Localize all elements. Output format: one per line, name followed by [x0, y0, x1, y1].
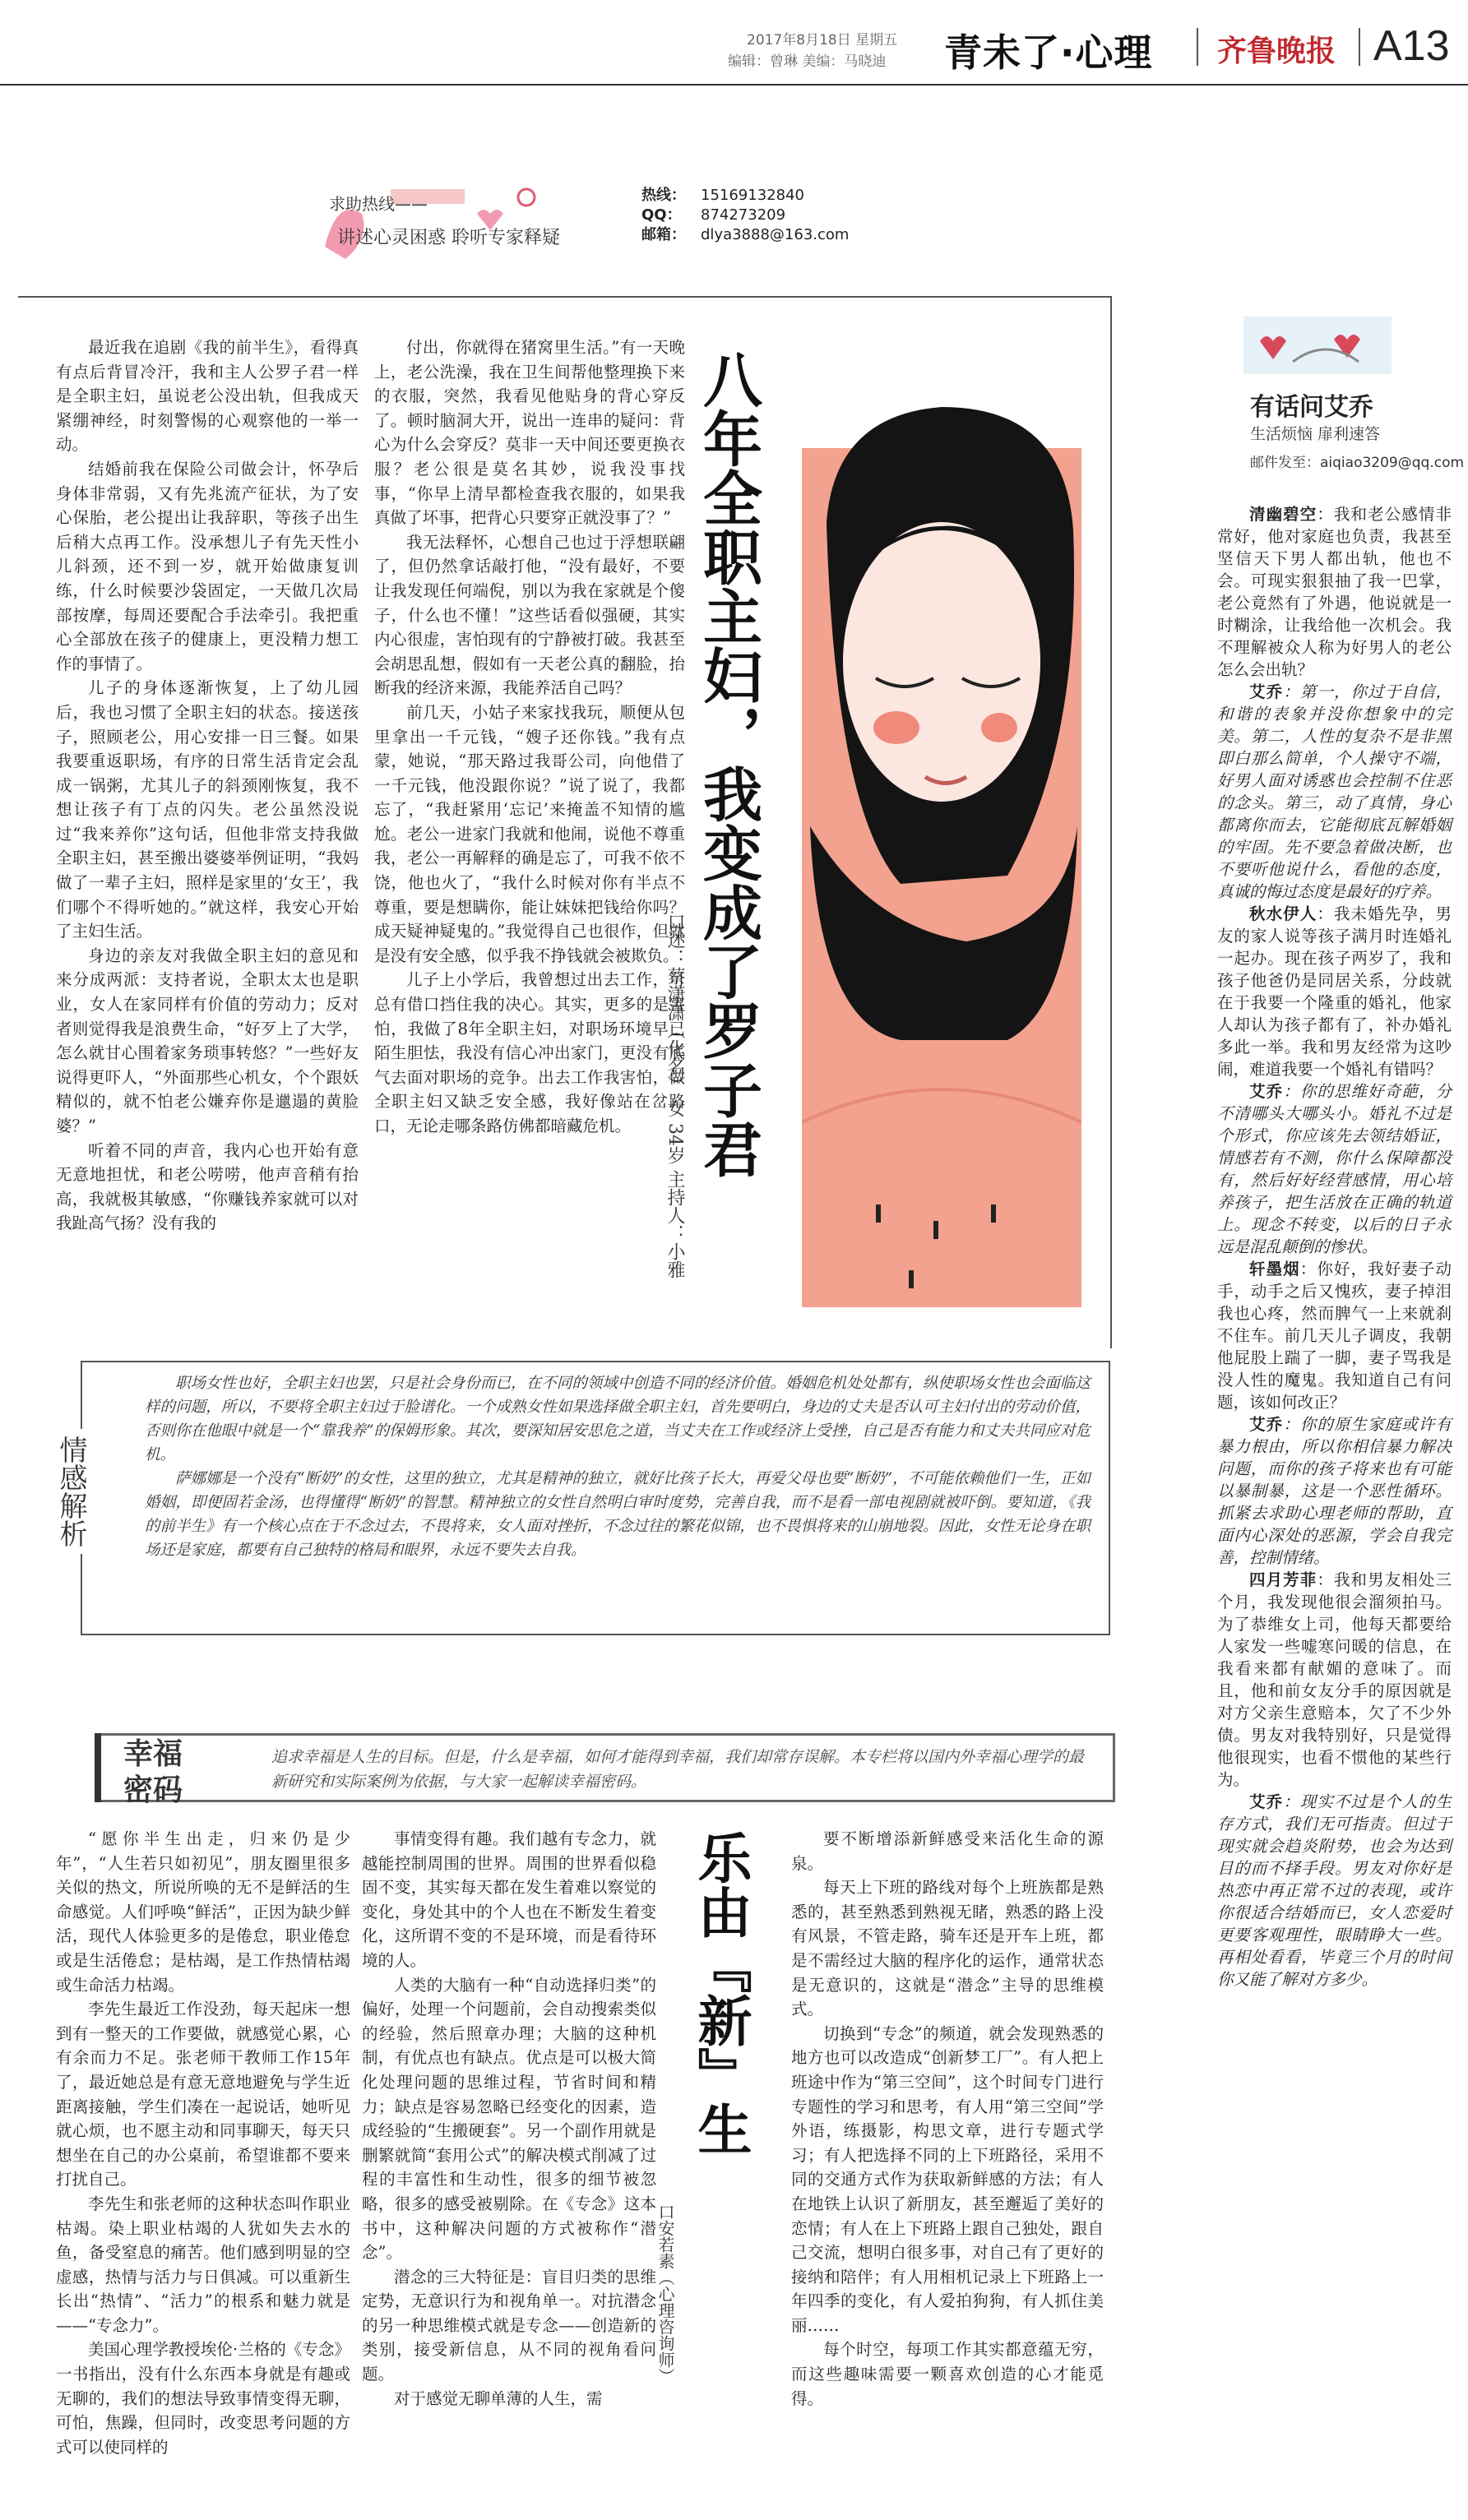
paragraph: 儿子的身体逐渐恢复，上了幼儿园后，我也习惯了全职主妇的状态。接送孩子，照顾老公，用心安排一日三餐。如果我要重返职场，有序的日常生活肯定会乱成一锅粥，尤其儿子的斜颈刚恢复，我不想让孩子有丁点的闪失。老公虽然没说过“我来养你”这句话，但他非常支持我做全职主妇，甚至搬出婆婆举例证明，“我妈做了一辈子主妇，照样是家里的‘女王’，我们哪个不得听她的。”就这样，我安心开始了主妇生活。	[56, 678, 359, 941]
advice-logo-icon	[1243, 317, 1392, 374]
advice-speaker: 艾乔	[1249, 1792, 1284, 1811]
advice-question	[1217, 1258, 1452, 1413]
advice-subtitle: 生活烦恼 扉利速答	[1250, 425, 1381, 443]
advice-answer	[1217, 1791, 1452, 1991]
paragraph: 李先生最近工作没劲，每天起床一想到有一整天的工作要做，就感觉心累，心有余而力不足。张老师干教师工作15年了，最近她总是有意无意地避免与学生近距离接触，学生们凑在一起说话，她听见就心烦，也不愿主动和同事聊天，每天只想坐在自己的办公桌前，希望谁都不要来打扰自己。	[56, 2000, 350, 2189]
paragraph: 美国心理学教授埃伦·兰格的《专念》一书指出，没有什么东西本身就是有趣或无聊的，我们的想法导致事情变得无聊，可怕，焦躁，但同时，改变思考问题的方式可以使同样的	[56, 2340, 350, 2457]
masthead-date: 2017年8月18日 星期五	[747, 32, 898, 49]
advice-answer	[1217, 1080, 1452, 1258]
paragraph: 每天上下班的路线对每个上班族都是熟悉的，甚至熟悉到熟视无睹，熟悉的路上没有风景，不管走路，骑车还是开车上班，都是不需经过大脑的程序化的运作，通常状态是无意识的，这就是“潜念”主导的思维模式。	[791, 1878, 1104, 2019]
feature-frame-top	[18, 296, 1112, 298]
paragraph: 前几天，小姑子来家找我玩，顺便从包里拿出一千元钱，“嫂子还你钱。”我有点蒙，她说，“那天路过我哥公司，向他借了一千元钱，他没跟你说？”说了说了，我都忘了，“我赶紧用‘忘记’来掩盖不知情的尴尬。老公一进家门我就和他闹，说他不尊重我，老公一再解释的确是忘了，可我不依不饶，他也火了，“我什么时候对你有半点不尊重，要是想瞒你，能让妹妹把钱给你吗？成天疑神疑鬼的。”我觉得自己也很作，但就是没有安全感，似乎我不挣钱就会被欺负。	[374, 702, 685, 965]
hotline-banner: 求助热线——	[329, 194, 428, 214]
paragraph: “愿你半生出走，归来仍是少年”，“人生若只如初见”，朋友圈里很多关似的热文，所说所唤的无不是鲜活的生命感觉。人们呼唤“鲜活”，正因为缺少鲜活，现代人体验更多的是倦怠，职业倦怠或是生活倦怠；是枯竭，是工作热情枯竭或生命活力枯竭。	[56, 1829, 350, 1995]
advice-column	[1217, 503, 1452, 1991]
advice-question	[1217, 903, 1452, 1080]
advice-text: ：我和老公感情非常好，他对家庭也负责，我甚至坚信天下男人都出轨，他也不会。可现实狠狠抽了我一巴掌，老公竟然有了外遇，他说就是一时糊涂，让我给他一次机会。我不理解被众人称为好男人的老公怎么会出轨？	[1217, 505, 1452, 679]
analysis-label: 情感解析	[51, 1429, 91, 1554]
advice-text: ：我未婚先孕，男友的家人说等孩子满月时连婚礼一起办。现在孩子两岁了，我和孩子他爸仍是同居关系，分歧就在于我要一个隆重的婚礼，他家人却认为孩子都有了，补办婚礼多此一举。我和男友经常为这吵闹，难道我要一个婚礼有错吗？	[1217, 904, 1452, 1079]
hotline-phone: 热线： 15169132840	[641, 187, 804, 204]
analysis-paragraph: 萨娜娜是一个没有“断奶”的女性，这里的独立，尤其是精神的独立，就好比孩子长大，再爱父母也要“断奶”，不可能依赖他们一生，正如婚姻，即便固若金汤，也得懂得“断奶”的智慧。精神独立的女性自然明白审时度势，完善自我，而不是看一部电视剧就被吓倒。要知道，《我的前半生》有一个核心点在于不念过去，不畏将来，女人面对挫折，不念过往的繁花似锦，也不畏惧将来的山崩地裂。因此，女性无论身在职场还是家庭，都要有自己独特的格局和眼界，永远不要失去自我。	[145, 1470, 1091, 1559]
paragraph: 结婚前我在保险公司做会计，怀孕后身体非常弱，又有先兆流产征状，为了安心保胎，老公提出让我辞职，等孩子出生后稍大点再工作。没承想儿子有先天性小儿斜颈，还不到一岁，就开始做康复训练，什么时候要沙袋固定，一天做几次局部按摩，每周还要配合手法牵引。我把重心全部放在孩子的健康上，更没精力想工作的事情了。	[56, 459, 359, 673]
paragraph: 事情变得有趣。我们越有专念力，就越能控制周围的世界。周围的世界看似稳固不变，其实每天都在发生着难以察觉的变化，身处其中的个人也在不断发生着变化，这所谓不变的不是环境，而是看待环境的人。	[362, 1829, 656, 1970]
feature-frame-right	[1110, 296, 1112, 1348]
feature-column-1	[56, 335, 359, 1355]
advice-answer	[1217, 681, 1452, 903]
hotline-qq: QQ： 874273209	[641, 206, 786, 224]
happiness-header-accent	[95, 1733, 101, 1802]
happiness-credit: 口安若素（心理咨询师）	[655, 2203, 675, 2384]
masthead-separator	[1359, 28, 1360, 66]
paragraph: 要不断增添新鲜感受来活化生命的源泉。	[791, 1829, 1104, 1873]
paragraph: 对于感觉无聊单薄的人生，需	[394, 2388, 603, 2408]
advice-speaker: 清幽碧空	[1249, 505, 1317, 524]
newspaper-logo: 齐鲁晚报	[1217, 34, 1336, 68]
paragraph: 儿子上小学后，我曾想过出去工作，可总有借口挡住我的决心。其实，更多的是害怕，我做了8年全职主妇，对职场环境早已陌生胆怯，我没有信心冲出家门，更没有底气去面对职场的竞争。出去工作我害怕，做全职主妇又缺乏安全感，我好像站在岔路口，无论走哪条路仿佛都暗藏危机。	[374, 970, 685, 1135]
page-number: A13	[1373, 22, 1450, 70]
happiness-column-1	[56, 1827, 350, 2476]
advice-text: ：你的思维好奇葩，分不清哪头大哪头小。婚礼不过是个形式，你应该先去领结婚证，情感若有不测，你什么保障都没有，然后好好经营感情，用心培养孩子，把生活放在正确的轨道上。现念不转变，以后的日子永远是混乱颠倒的惨状。	[1217, 1082, 1452, 1256]
paragraph: 人类的大脑有一种“自动选择归类”的偏好，处理一个问题前，会自动搜索类似的经验，然后照章办理；大脑的这种机制，有优点也有缺点。优点是可以极大简化处理问题的思维过程，节省时间和精力；缺点是容易忽略已经变化的因素，造成经验的“生搬硬套”。另一个副作用就是删繁就简“套用公式”的解决模式削减了过程的丰富性和生动性，很多的细节被忽略，很多的感受被剔除。在《专念》这本书中，这种解决问题的方式被称作“潜念”。	[362, 1975, 656, 2263]
happiness-title: 幸福 密码	[123, 1737, 183, 1807]
hotline-slogan: 讲述心灵困惑 聆听专家释疑	[337, 228, 560, 248]
analysis-text	[145, 1371, 1091, 1562]
happiness-headline: 乐由『新』生	[688, 1830, 753, 2156]
paragraph: 听着不同的声音，我内心也开始有意无意地担忧，和老公唠唠，他声音稍有抬高，我就极其敏感，“你赚钱养家就可以对我趾高气扬？没有我的	[56, 1140, 359, 1233]
advice-email: 邮件发至：aiqiao3209@qq.com	[1250, 455, 1465, 471]
paragraph: 李先生和张老师的这种状态叫作职业枯竭。染上职业枯竭的人犹如失去水的鱼，备受窒息的痛苦。他们感到明显的空虚感，热情与活力与日俱减。可以重新生长出“热情”、“活力”的根系和魅力就是——“专念力”。	[56, 2194, 350, 2335]
paragraph: 身边的亲友对我做全职主妇的意见和来分成两派：支持者说，全职太太也是职业，女人在家同样有价值的劳动力；反对者则觉得我是浪费生命，“好歹上了大学，怎么就甘心围着家务琐事转悠？”一些好友说得更吓人，“外面那些心机女，个个跟妖精似的，就不怕老公嫌弃你是邋遢的黄脸婆？”	[56, 946, 359, 1135]
paragraph: 切换到“专念”的频道，就会发现熟悉的地方也可以改造成“创新梦工厂”。有人把上班途中作为“第三空间”，这个时间专门进行专题性的学习和思考，有人用“第三空间”学外语，练摄影，构思文章，进行专题式学习；有人把选择不同的上下班路径，采用不同的交通方式作为获取新鲜感的方法；有人在地铁上认识了新朋友，甚至邂逅了美好的恋情；有人在上下班路上跟自己独处，跟自己交流，想明白很多事，对自己有了更好的接纳和陪伴；有人用相机记录上下班路上一年四季的变化，有人爱拍狗狗，有人抓住美丽……	[791, 2023, 1104, 2335]
happiness-column-2	[362, 1827, 656, 2476]
advice-text: ：你好，我好妻子动手，动手之后又愧疚，妻子掉泪我也心疼，然而脾气一上来就刹不住车。前几天儿子调皮，我朝他屁股上踹了一脚，妻子骂我是没人性的魔鬼。我知道自己有问题，该如何改正？	[1217, 1260, 1452, 1412]
advice-speaker: 艾乔	[1249, 1415, 1284, 1434]
paragraph: 潜念的三大特征是：盲目归类的思维定势，无意识行为和视角单一。对抗潜念的另一种思维模式就是专念——创造新的类别，接受新信息，从不同的视角看问题。	[362, 2267, 656, 2384]
advice-speaker: 轩墨烟	[1249, 1260, 1300, 1278]
analysis-paragraph: 职场女性也好，全职主妇也罢，只是社会身份而已，在不同的领域中创造不同的经济价值。婚姻危机处处都有，纵使职场女性也会面临这样的问题，所以，不要将全职主妇过于脸谱化。一个成熟女性如果选择做全职主妇，首先要明白，身边的丈夫是否认可主妇付出的劳动价值，否则你在他眼中就是一个“靠我养”的保姆形象。其次，要深知居安思危之道，当丈夫在工作或经济上受挫，自己是否有能力和丈夫共同应对危机。	[145, 1375, 1091, 1463]
advice-speaker: 四月芳菲	[1249, 1570, 1317, 1589]
paragraph: 我无法释怀，心想自己也过于浮想联翩了，但仍然拿话敲打他，“没有最好，不要让我发现任何端倪，别以为我在家就是个傻子，什么也不懂！”这些话看似强硬，其实内心很虚，害怕现有的宁静被打破。我甚至会胡思乱想，假如有一天老公真的翻脸，抬断我的经济来源，我能养活自己吗？	[374, 532, 685, 698]
paragraph: 付出，你就得在猪窝里生活。”有一天晚上，老公洗澡，我在卫生间帮他整理换下来的衣服，突然，我看见他贴身的背心穿反了。顿时脑洞大开，说出一连串的疑问：背心为什么会穿反？莫非一天中间还要更换衣服？老公很是莫名其妙，说我没事找事，“你早上清早都检查我衣服的，如果我真做了坏事，把背心只要穿正就没事了？”	[374, 338, 685, 528]
advice-text: ：我和男友相处三个月，我发现他很会溜须拍马。为了恭维女上司，他每天都要给人家发一些嘘寒问暖的信息，在我看来都有献媚的意味了。而且，他和前女友分手的原因就是对方父亲生意赔本，欠了不少外债。男友对我特别好，只是觉得他很现实，也看不惯他的某些行为。	[1217, 1570, 1452, 1789]
advice-answer	[1217, 1413, 1452, 1569]
feature-credit: 口述：蔡潇潇（化名） 女 34岁 主持人：小雅	[665, 913, 685, 1278]
advice-title: 有话问艾乔	[1250, 393, 1373, 422]
paragraph: 最近我在追剧《我的前半生》，看得真有点后背冒冷汗，我和主人公罗子君一样是全职主妇，虽说老公没出轨，但我成天紧绷神经，时刻警惕的心观察他的一举一动。	[56, 338, 359, 455]
advice-question	[1217, 1569, 1452, 1791]
hotline-email: 邮箱： dlya3888@163.com	[641, 226, 850, 243]
section-title: 青未了·心理	[944, 30, 1153, 75]
woman-illustration	[802, 317, 1081, 1307]
happiness-description: 追求幸福是人生的目标。但是，什么是幸福，如何才能得到幸福，我们却常存误解。本专栏将以国内外幸福心理学的最新研究和实际案例为依据，与大家一起解读幸福密码。	[271, 1748, 1085, 1791]
hotline-contacts	[641, 186, 849, 245]
advice-text: ：现实不过是个人的生存方式，我们无可指责。但过于现实就会趋炎附势，也会为达到目的而不择手段。男友对你好是热恋中再正常不过的表现，或许你很适合结婚而已，女人恋爱时更要客观理性，眼睛睁大一些。再相处看看，毕竟三个月的时间你又能了解对方多少。	[1217, 1792, 1452, 1989]
happiness-column-3	[791, 1827, 1104, 2476]
feature-headline: 八年全职主妇，我变成了罗子君	[693, 349, 763, 1178]
feature-column-2	[374, 335, 685, 1355]
masthead-editors: 编辑：曾琳 美编：马晓迪	[728, 53, 887, 70]
advice-speaker: 秋水伊人	[1249, 904, 1317, 923]
masthead-rule	[0, 84, 1468, 86]
advice-text: ：第一，你过于自信，和谐的表象并没你想象中的完美。第二，人性的复杂不是非黑即白那么简单，个人操守不端，好男人面对诱惑也会控制不住恶的念头。第三，动了真情，身心都离你而去，它能彻底瓦解婚姻的牢固。先不要急着做决断，也不要听他说什么，看他的态度，真诚的悔过态度是最好的疗养。	[1217, 682, 1452, 901]
advice-question	[1217, 503, 1452, 681]
paragraph: 每个时空，每项工作其实都意蕴无穷，而这些趣味需要一颗喜欢创造的心才能觅得。	[791, 2340, 1104, 2408]
advice-logo-box	[1243, 317, 1392, 374]
masthead-separator	[1197, 28, 1198, 66]
advice-speaker: 艾乔	[1249, 682, 1284, 701]
advice-speaker: 艾乔	[1249, 1082, 1284, 1101]
advice-text: ：你的原生家庭或许有暴力根由，所以你相信暴力解决问题，而你的孩子将来也有可能以暴制暴，这是一个恶性循环。抓紧去求助心理老师的帮助，直面内心深处的恶源，学会自我完善，控制情绪。	[1217, 1415, 1452, 1567]
